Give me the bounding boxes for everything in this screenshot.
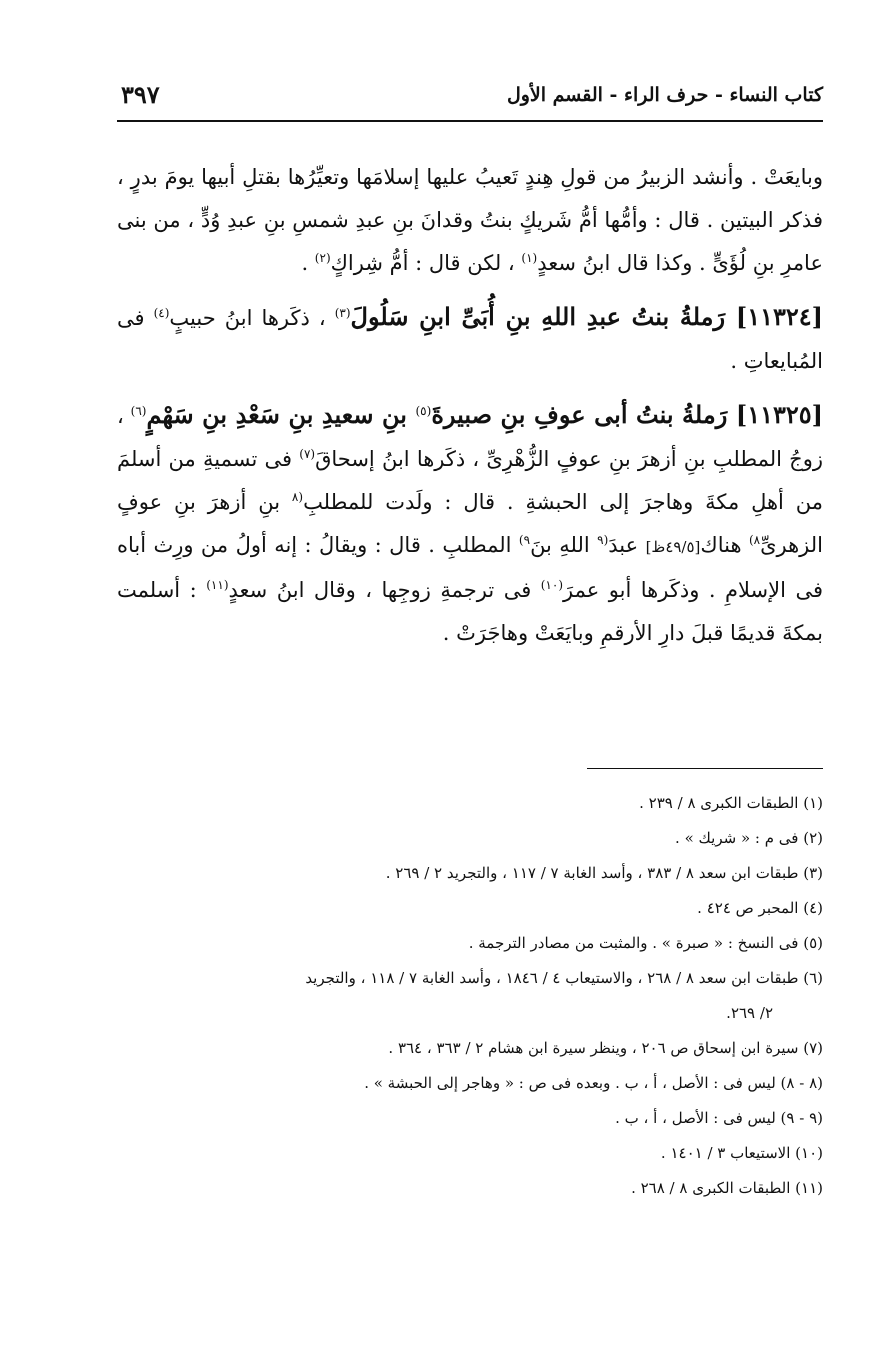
footnote-3: (٣) طبقات ابن سعد ٨ / ٣٨٣ ، وأسد الغابة ٧ / ١١٧ ، والتجريد ٢ / ٢٦٩ . bbox=[385, 864, 823, 882]
entry-11324 bbox=[117, 295, 823, 383]
footnote-ref: ٨) bbox=[748, 533, 761, 547]
footnote-ref: (٤) bbox=[153, 306, 170, 320]
text-run: عبدَ bbox=[608, 533, 646, 557]
text-run: فى ترجمةِ زوجِها ، وقال ابنُ سعدٍ bbox=[228, 578, 541, 602]
running-title: كتاب النساء - حرف الراء - القسم الأول bbox=[506, 84, 823, 106]
footnotes bbox=[117, 786, 823, 1206]
text-run: اللهِ بنَ bbox=[530, 533, 598, 557]
footnote-ref: (٧) bbox=[299, 447, 316, 461]
text-run: . bbox=[301, 251, 315, 275]
footnote-8: (٨ - ٨) ليس فى : الأصل ، أ ، ب . وبعده فى ص : « وهاجر إلى الحبشة » . bbox=[364, 1074, 823, 1092]
footnote-ref: (٨ bbox=[291, 490, 304, 504]
paragraph-continuation bbox=[117, 156, 823, 285]
footnote-ref: (٢) bbox=[314, 251, 331, 265]
footnote-2: (٢) فى م : « شريك » . bbox=[675, 829, 823, 847]
manuscript-folio-marker: [٤٩/٥ظ] bbox=[645, 538, 701, 556]
footnote-5: (٥) فى النسخ : « صبرة » . والمثبت من مصادر الترجمة . bbox=[468, 934, 823, 952]
text-run: ، زوجُ المطلبِ بنِ أزهرَ بنِ عوفٍ الزُّهْرِىِّ ، ذكَرها ابنُ إسحاقَ bbox=[117, 404, 823, 471]
entry-11325 bbox=[117, 393, 823, 655]
text-run: المطلبِ . قال : ويقالُ : إنه أولُ من ورِث أباه فى الإسلامِ . وذكَرها أبو عمرَ bbox=[117, 533, 823, 602]
text-run: ، لكن قال : أمُّ شِراكٍ bbox=[330, 251, 522, 275]
footnote-9: (٩ - ٩) ليس فى : الأصل ، أ ، ب . bbox=[615, 1109, 823, 1127]
text-run: ، ذكَرها ابنُ حبيبٍ bbox=[169, 306, 335, 330]
footnote-ref: (٩ bbox=[597, 533, 609, 547]
footnote-ref: (١١) bbox=[206, 578, 229, 592]
main-text bbox=[117, 156, 823, 665]
text-run: وبايعَتْ . وأنشد الزبيرُ من قولِ هِندٍ تَعيبُ عليها إسلامَها وتعيِّرُها بقتلِ أبيها يومَ بدرٍ ، فذكر البيتين . قال : وأمُّها أمُّ شَريكٍ بنتُ وقدانَ بنِ عبدِ شمسِ بنِ عبدِ وُدٍّ ، من بنى عامرِ بنِ لُؤَىٍّ . وكذا قال ابنُ سعدٍ bbox=[117, 165, 823, 275]
text-run: : أسلمت بمكةَ قديمًا قبلَ دارِ الأرقمِ وبايَعَتْ وهاجَرَتْ . bbox=[117, 578, 823, 645]
footnote-4: (٤) المحبر ص ٤٢٤ . bbox=[697, 899, 823, 917]
text-run: فى تسميةِ من أسلمَ من أهلِ مكةَ وهاجرَ إلى الحبشةِ . قال : ولَدت للمطلبِ bbox=[117, 447, 823, 514]
footnote-6-continued: ٢/ ٢٦٩. bbox=[726, 1004, 773, 1022]
footnote-ref: (٥) bbox=[415, 404, 432, 418]
page-header bbox=[117, 74, 823, 114]
footnote-7: (٧) سيرة ابن إسحاق ص ٢٠٦ ، وينظر سيرة ابن هشام ٢ / ٣٦٣ ، ٣٦٤ . bbox=[388, 1039, 823, 1057]
header-rule bbox=[117, 120, 823, 122]
footnote-ref: (٣) bbox=[334, 306, 351, 320]
footnote-ref: (١٠) bbox=[540, 578, 563, 592]
footnote-ref: ٩) bbox=[518, 533, 531, 547]
footnote-10: (١٠) الاستيعاب ٣ / ١٤٠١ . bbox=[660, 1144, 823, 1162]
footnote-11: (١١) الطبقات الكبرى ٨ / ٢٦٨ . bbox=[631, 1179, 823, 1197]
text-run: هناك bbox=[700, 533, 749, 557]
entry-heading-cont: بنِ سعيدِ بنِ سَعْدِ بنِ سَهْمٍ bbox=[146, 400, 416, 429]
entry-heading: [١١٣٢٥] رَملةُ بنتُ أبى عوفِ بنِ صبيرةَ bbox=[431, 400, 824, 429]
footnote-1: (١) الطبقات الكبرى ٨ / ٢٣٩ . bbox=[639, 794, 823, 812]
entry-heading: [١١٣٢٤] رَملةُ بنتُ عبدِ اللهِ بنِ أُبَىِّ ابنِ سَلُولَ bbox=[350, 302, 823, 331]
footnote-6: (٦) طبقات ابن سعد ٨ / ٢٦٨ ، والاستيعاب ٤ / ١٨٤٦ ، وأسد الغابة ٧ / ١١٨ ، والتجريد bbox=[305, 969, 823, 987]
footnote-rule bbox=[587, 768, 823, 769]
text-run: فى المُبايعاتِ . bbox=[117, 306, 823, 373]
footnote-ref: (٦) bbox=[130, 404, 147, 418]
page-number: ٣٩٧ bbox=[121, 80, 160, 109]
footnote-ref: (١) bbox=[521, 251, 538, 265]
text-run: بنِ أزهرَ بنِ عوفٍ الزهرىِّ bbox=[117, 490, 823, 557]
